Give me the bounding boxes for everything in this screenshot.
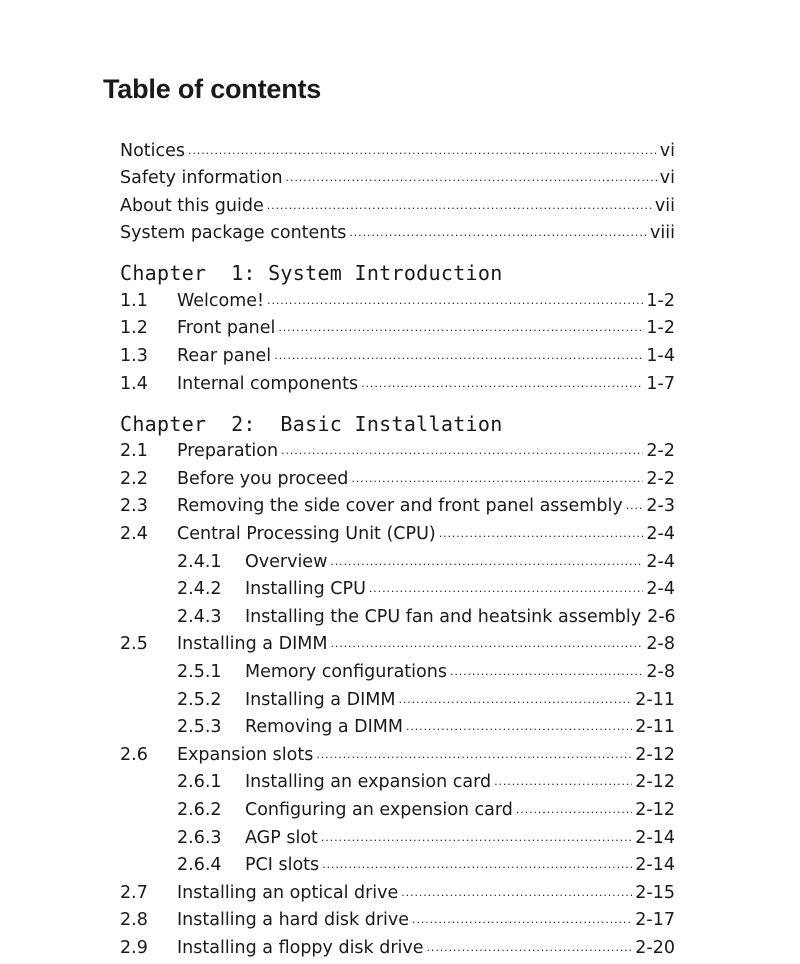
entry-page-number: 2-11 xyxy=(635,689,675,710)
dot-leader xyxy=(406,715,632,733)
entry-page-number: 2-12 xyxy=(635,799,675,820)
entry-title: Installing CPU xyxy=(245,579,366,600)
dot-leader xyxy=(427,935,633,953)
dot-leader xyxy=(412,908,632,926)
entry-title: Internal components xyxy=(177,373,359,394)
entry-title: Preparation xyxy=(177,441,279,462)
dot-leader xyxy=(369,577,644,595)
toc-entry[interactable] xyxy=(120,880,675,908)
page-title: Table of contents xyxy=(103,74,322,104)
toc-front-entry[interactable] xyxy=(120,166,675,194)
toc-entry[interactable] xyxy=(120,908,675,936)
entry-page-number: 2-8 xyxy=(646,634,675,655)
entry-title: About this guide xyxy=(120,195,264,216)
entry-page-number: 2-4 xyxy=(646,524,675,545)
entry-page-number: 1-2 xyxy=(646,318,675,339)
toc-subentry[interactable] xyxy=(120,660,675,688)
entry-number: 2.5.2 xyxy=(177,689,222,710)
entry-number: 2.7 xyxy=(120,882,148,903)
toc-subentry[interactable] xyxy=(120,825,675,853)
dot-leader xyxy=(516,797,632,815)
dot-leader xyxy=(286,166,657,184)
entry-number: 2.6.4 xyxy=(177,855,222,876)
entry-title: PCI slots xyxy=(245,855,320,876)
dot-leader xyxy=(626,494,644,512)
entry-title: Installing the CPU fan and heatsink assembly xyxy=(245,606,642,627)
chapter-heading[interactable]: Chapter 2: Basic Installation xyxy=(120,411,503,436)
entry-title: Overview xyxy=(245,551,328,572)
toc-entry[interactable] xyxy=(120,935,675,963)
entry-title: Installing a DIMM xyxy=(177,634,328,655)
dot-leader xyxy=(188,138,657,156)
toc-subentry[interactable] xyxy=(120,577,675,605)
dot-leader xyxy=(281,439,643,457)
entry-title: System package contents xyxy=(120,223,347,244)
entry-page-number: 2-15 xyxy=(635,882,675,903)
entry-title: Installing an optical drive xyxy=(177,882,399,903)
entry-number: 2.6.1 xyxy=(177,772,222,793)
toc-entry[interactable] xyxy=(120,494,675,522)
chapter-heading[interactable]: Chapter 1: System Introduction xyxy=(120,261,503,286)
toc-subentry[interactable] xyxy=(120,549,675,577)
entry-page-number: 2-4 xyxy=(646,579,675,600)
entry-page-number: 1-7 xyxy=(646,373,675,394)
entry-page-number: 2-17 xyxy=(635,910,675,931)
toc-entry[interactable] xyxy=(120,522,675,550)
entry-page-number: 2-11 xyxy=(635,717,675,738)
dot-leader xyxy=(274,344,643,362)
entry-page-number: 2-14 xyxy=(635,827,675,848)
dot-leader xyxy=(321,825,632,843)
dot-leader xyxy=(361,371,643,389)
entry-page-number: 2-3 xyxy=(646,496,675,517)
entry-title: Central Processing Unit (CPU) xyxy=(177,524,436,545)
dot-leader xyxy=(494,770,632,788)
entry-page-number: 2-20 xyxy=(635,937,675,958)
toc-entry[interactable] xyxy=(120,632,675,660)
toc-subentry[interactable] xyxy=(120,853,675,881)
entry-number: 2.5.3 xyxy=(177,717,222,738)
entry-title: Removing a DIMM xyxy=(245,717,403,738)
dot-leader xyxy=(267,288,643,306)
dot-leader xyxy=(349,221,647,239)
entry-number: 1.1 xyxy=(120,290,148,311)
entry-title: Safety information xyxy=(120,168,283,189)
entry-page-number: 2-12 xyxy=(635,744,675,765)
entry-page-number: 2-8 xyxy=(646,662,675,682)
dot-leader xyxy=(330,632,643,650)
toc-entry[interactable] xyxy=(120,344,675,372)
entry-number: 2.9 xyxy=(120,937,148,958)
dot-leader xyxy=(450,660,643,678)
entry-page-number: 2-2 xyxy=(646,441,675,462)
entry-number: 1.4 xyxy=(120,373,148,394)
entry-page-number: 1-2 xyxy=(646,290,675,311)
entry-page-number: 2-14 xyxy=(635,855,675,876)
entry-number: 2.4 xyxy=(120,524,148,545)
entry-number: 2.2 xyxy=(120,468,148,489)
entry-number: 2.4.1 xyxy=(177,551,222,572)
entry-page-number: 2-4 xyxy=(646,551,675,572)
entry-page-number: 2-2 xyxy=(646,468,675,489)
entry-page-number: 1-4 xyxy=(646,346,675,367)
entry-title: Welcome! xyxy=(177,290,265,311)
entry-title: Installing a hard disk drive xyxy=(177,910,410,931)
entry-title: Memory configurations xyxy=(245,662,447,682)
entry-title: Notices xyxy=(120,140,186,161)
toc-front-entry[interactable] xyxy=(120,193,675,221)
entry-title: AGP slot xyxy=(245,827,318,848)
entry-number: 2.6.3 xyxy=(177,827,222,848)
entry-page-number: 2-6 xyxy=(647,606,676,627)
entry-title: Front panel xyxy=(177,318,276,339)
dot-leader xyxy=(322,853,632,871)
entry-title: Installing an expansion card xyxy=(245,772,492,793)
entry-number: 1.3 xyxy=(120,346,148,367)
dot-leader xyxy=(351,466,643,484)
dot-leader xyxy=(330,549,643,567)
entry-title: Removing the side cover and front panel assembly xyxy=(177,496,623,517)
toc-entry[interactable] xyxy=(120,742,675,770)
toc-subentry[interactable] xyxy=(120,797,675,825)
dot-leader xyxy=(267,193,652,211)
table-of-contents xyxy=(120,138,675,963)
entry-page-number: viii xyxy=(650,223,675,244)
entry-number: 2.5.1 xyxy=(177,662,222,682)
dot-leader xyxy=(439,522,644,540)
toc-subentry[interactable] xyxy=(120,770,675,798)
toc-subentry[interactable] xyxy=(120,604,675,632)
toc-front-entry[interactable] xyxy=(120,138,675,166)
entry-page-number: vii xyxy=(654,195,675,216)
entry-number: 2.4.3 xyxy=(177,606,222,627)
entry-title: Configuring an expension card xyxy=(245,799,513,820)
entry-number: 2.4.2 xyxy=(177,579,222,600)
toc-entry[interactable] xyxy=(120,316,675,344)
entry-title: Installing a DIMM xyxy=(245,689,396,710)
entry-number: 2.6 xyxy=(120,744,148,765)
entry-number: 2.1 xyxy=(120,441,148,462)
entry-number: 2.8 xyxy=(120,910,148,931)
dot-leader xyxy=(278,316,643,334)
toc-entry[interactable] xyxy=(120,439,675,467)
toc-entry[interactable] xyxy=(120,466,675,494)
toc-front-entry[interactable] xyxy=(120,221,675,249)
entry-number: 1.2 xyxy=(120,318,148,339)
entry-number: 2.6.2 xyxy=(177,799,222,820)
toc-entry[interactable] xyxy=(120,371,675,399)
dot-leader xyxy=(316,742,632,760)
dot-leader xyxy=(401,880,632,898)
toc-entry[interactable] xyxy=(120,288,675,316)
entry-title: Expansion slots xyxy=(177,744,314,765)
entry-page-number: vi xyxy=(659,140,675,161)
toc-subentry[interactable] xyxy=(120,715,675,743)
entry-number: 2.5 xyxy=(120,634,148,655)
entry-page-number: 2-12 xyxy=(635,772,675,793)
toc-subentry[interactable] xyxy=(120,687,675,715)
entry-title: Before you proceed xyxy=(177,468,349,489)
entry-page-number: vi xyxy=(659,168,675,189)
dot-leader xyxy=(398,687,632,705)
entry-title: Installing a floppy disk drive xyxy=(177,937,424,958)
entry-title: Rear panel xyxy=(177,346,272,367)
entry-number: 2.3 xyxy=(120,496,148,517)
